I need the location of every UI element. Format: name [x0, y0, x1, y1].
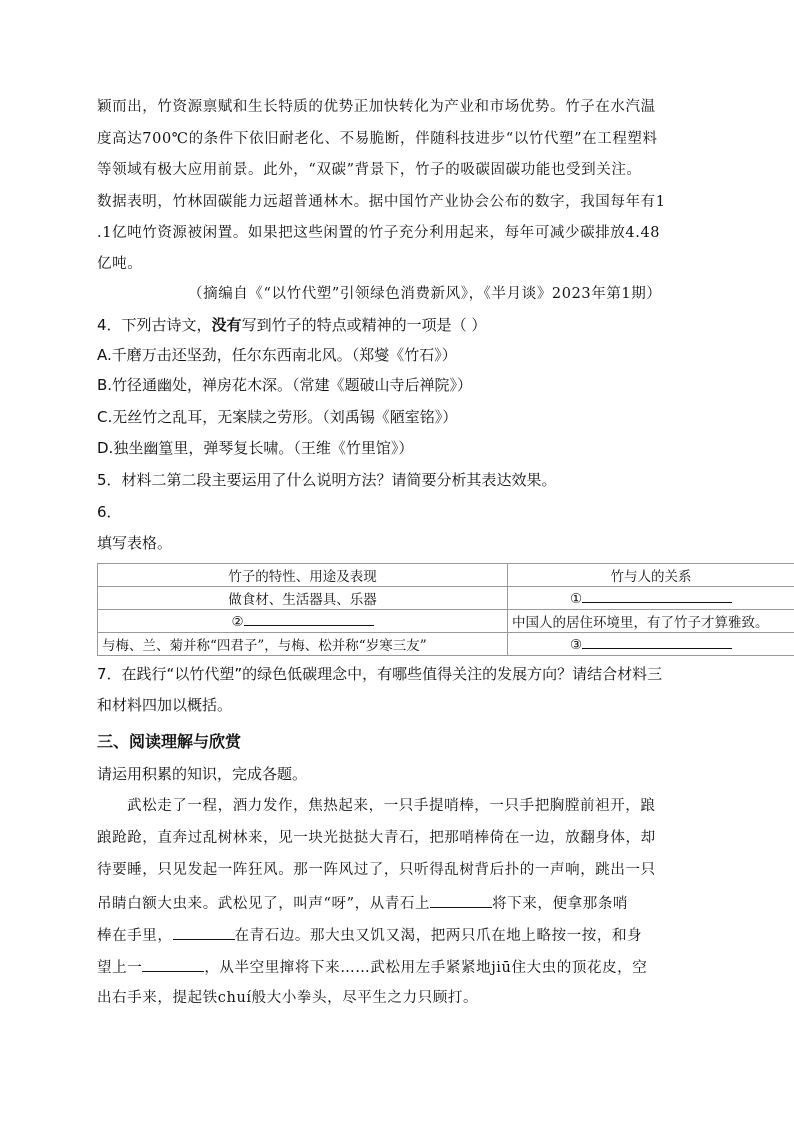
table-cell: 做食材、生活器具、乐器 [98, 587, 508, 610]
question-7-line: 7．在践行“以竹代塑”的绿色低碳理念中，有哪些值得关注的发展方向？请结合材料三 [97, 665, 663, 683]
passage-line: 等领域有极大应用前景。此外，“双碳”背景下，竹子的吸碳固碳功能也受到关注。 [97, 162, 642, 178]
table-cell: 与梅、兰、菊并称“四君子”，与梅、松并称“岁寒三友” [98, 633, 508, 656]
passage-line: 出右手来，提起铁chuí般大小拳头，尽平生之力只顾打。 [97, 990, 479, 1006]
table-header-cell: 竹子的特性、用途及表现 [98, 564, 508, 587]
section-instruction: 请运用积累的知识，完成各题。 [97, 765, 308, 783]
answer-blank[interactable] [244, 613, 374, 626]
section-title: 三、阅读理解与欣赏 [97, 732, 242, 751]
table-cell: 中国人的居住环境里，有了竹子才算雅致。 [508, 610, 794, 633]
answer-blank[interactable] [582, 590, 732, 603]
table-row [98, 610, 794, 633]
table-header-cell: 竹与人的关系 [508, 564, 794, 587]
passage-line: 亿吨。 [97, 256, 143, 272]
answer-blank[interactable] [582, 636, 732, 649]
option-b: B.竹径通幽处，禅房花木深。（常建《题破山寺后禅院》） [97, 376, 473, 394]
question-6-instruction: 填写表格。 [97, 534, 173, 552]
passage-source: （摘编自《“以竹代塑”引领绿色消费新风》，《半月谈》2023年第1期） [188, 286, 662, 302]
passage-line: 颖而出，竹资源禀赋和生长特质的优势正加快转化为产业和市场优势。竹子在水汽温 [97, 99, 656, 115]
emphasis-text: 没有 [211, 316, 242, 334]
question-6-number: 6． [97, 503, 122, 521]
passage-line: 度高达700℃的条件下依旧耐老化、不易脆断，伴随科技进步“以竹代塑”在工程塑料 [97, 131, 658, 147]
passage-line: 望上一 ，从半空里撺将下来……武松用左手紧紧地jiū住大虫的顶花皮，空 [97, 960, 648, 976]
passage-line: 棒在手里， 在青石边。那大虫又饥又渴，把两只爪在地上略按一按，和身 [97, 928, 643, 944]
question-4-stem: 4．下列古诗文，没有写到竹子的特点或精神的一项是（ ） [97, 316, 487, 334]
answer-blank[interactable] [430, 895, 492, 908]
passage-line: .1亿吨竹资源被闲置。如果把这些闲置的竹子充分利用起来，每年可减少碳排放4.48 [97, 225, 661, 241]
question-7-line: 和材料四加以概括。 [97, 696, 233, 714]
passage-line: 数据表明，竹林固碳能力远超普通林木。据中国竹产业协会公布的数字，我国每年有1 [97, 194, 666, 210]
table-row [98, 587, 794, 610]
answer-blank[interactable] [173, 927, 235, 940]
answer-blank[interactable] [142, 959, 204, 972]
option-a: A.千磨万击还坚劲，任尔东西南北风。（郑燮《竹石》） [97, 346, 457, 364]
passage-line: 踉跄跄，直奔过乱树林来，见一块光挞挞大青石，把那哨棒倚在一边，放翻身体，却 [97, 830, 656, 846]
table-row [98, 633, 794, 656]
table-header-row [98, 564, 794, 587]
option-c: C.无丝竹之乱耳，无案牍之劳形。（刘禹锡《陋室铭》） [97, 408, 458, 426]
question-5: 5．材料二第二段主要运用了什么说明方法？请简要分析其表达效果。 [97, 471, 557, 489]
passage-line: 吊睛白额大虫来。武松见了，叫声“呀”，从青石上 将下来，便拿那条哨 [97, 896, 629, 912]
option-d: D.独坐幽篁里，弹琴复长啸。（王维《竹里馆》） [97, 439, 414, 457]
passage-line: 武松走了一程，酒力发作，焦热起来，一只手提哨棒，一只手把胸膛前袒开，踉 [127, 798, 656, 814]
table-cell-blank-3[interactable]: ③ [508, 633, 794, 656]
table-cell-blank-2[interactable]: ② [98, 610, 508, 633]
fill-in-table [97, 563, 794, 656]
passage-line: 待要睡，只见发起一阵狂风。那一阵风过了，只听得乱树背后扑的一声响，跳出一只 [97, 862, 656, 878]
table-cell-blank-1[interactable]: ① [508, 587, 794, 610]
